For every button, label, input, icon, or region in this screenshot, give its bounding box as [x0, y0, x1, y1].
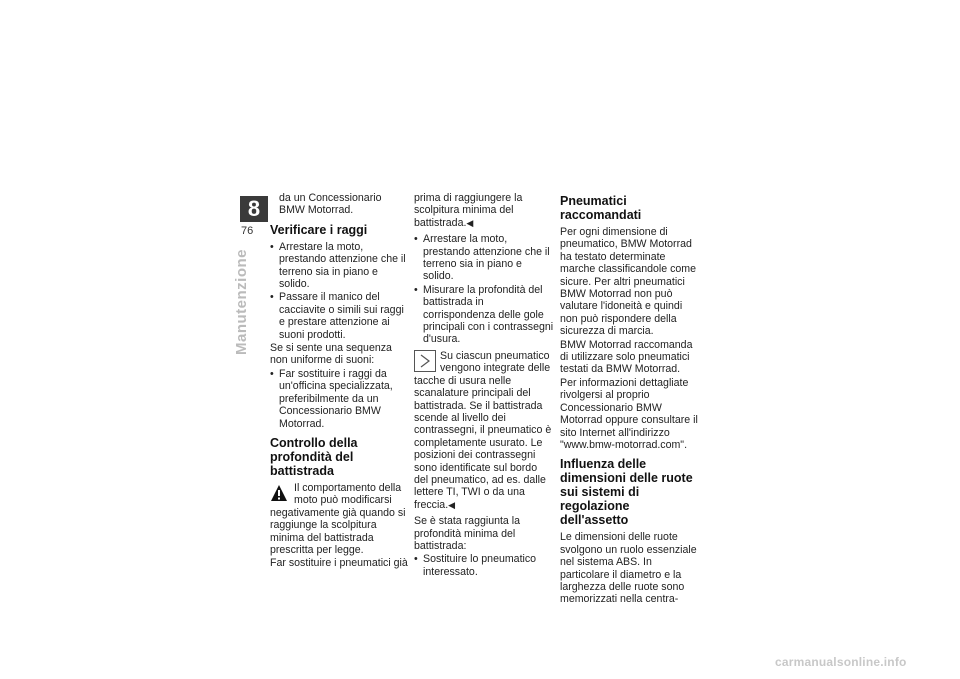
paragraph: BMW Motorrad raccomanda di utilizzare solo pneumatici testati da BMW Motorrad. [560, 338, 693, 376]
paragraph [414, 192, 554, 229]
paragraph: Se è stata raggiunta la profondità minima del battistrada: [414, 515, 521, 552]
heading-wheel-size: Influenza delle dimensioni delle ruote sui sistemi di regolazione dell'assetto [560, 457, 693, 528]
heading-recommended-tyres: Pneumatici raccomandati [560, 194, 642, 222]
heading-tread-depth: Controllo della profondità del battistrada [270, 435, 358, 478]
column-1 [270, 192, 410, 571]
paragraph: Le dimensioni delle ruote svolgono un ruolo essenziale nel sistema ABS. In particolare il diametro e la larghezza delle ruote sono memorizzati nella centra- [560, 531, 697, 606]
note-text [414, 350, 554, 511]
column-3 [560, 192, 700, 607]
spokes-fix-steps [270, 368, 410, 430]
end-mark-icon: ◀ [466, 217, 474, 228]
note-body: Su ciascun pneumatico vengono integrate delle tacche di usura nelle scanalature principali del battistrada. Se il battistrada scende al livello dei contrassegni, il pneumatico è completamente usurato. Le posizioni dei contrassegni sono identificate sul bordo del pneumatico, ad es. dalle lettere TI, TWI o da una freccia. [414, 349, 552, 511]
note-block [414, 350, 554, 511]
note-icon [414, 350, 436, 372]
warning-block [270, 482, 410, 556]
list-item: • Passare il manico del cacciavite o simili sui raggi e prestare attenzione ai suoni prodotti. [270, 291, 410, 341]
list-item: • Sostituire lo pneumatico interessato. [414, 553, 554, 578]
paragraph: Se si sente una sequenza non uniforme di suoni: [270, 342, 392, 367]
intro-text: da un Concessionario BMW Motorrad. [279, 192, 382, 217]
tread-fix-steps [414, 553, 554, 578]
warning-icon [270, 484, 288, 502]
page-number: 76 [241, 225, 254, 237]
list-item: • Far sostituire i raggi da un'officina specializzata, preferibilmente da un Concessionario BMW Motorrad. [270, 368, 410, 430]
paragraph-text: prima di raggiungere la scolpitura minima del battistrada. [414, 192, 523, 229]
column-2 [414, 192, 554, 579]
list-item: • Arrestare la moto, prestando attenzione che il terreno sia in piano e solido. [270, 241, 410, 291]
end-mark-icon: ◀ [448, 499, 456, 510]
footer-watermark: carmanualsonline.info [775, 655, 907, 669]
spokes-steps [270, 241, 410, 341]
paragraph: Per informazioni dettagliate rivolgersi al proprio Concessionario BMW Motorrad oppure consultare il sito Internet all'indirizzo "www.bmw-motorrad.com". [560, 376, 698, 451]
paragraph: Per ogni dimensione di pneumatico, BMW Motorrad ha testato determinate marche classificandole come sicure. Per altri pneumatici BMW Motorrad non può valutare l'idoneità e quindi non può rispondere della sicurezza di marcia. [560, 226, 697, 338]
list-item: • Arrestare la moto, prestando attenzione che il terreno sia in piano e solido. [414, 233, 554, 283]
tread-steps [414, 233, 554, 346]
chapter-number: 8 [247, 196, 261, 221]
warning-text: Il comportamento della moto può modificarsi negativamente già quando si raggiunge la scolpitura minima del battistrada prescritta per legge. [270, 481, 406, 556]
paragraph: Far sostituire i pneumatici già [270, 557, 408, 570]
list-item: • Misurare la profondità del battistrada in corrispondenza delle gole principali con i contrassegni d'usura. [414, 284, 554, 346]
heading-spokes: Verificare i raggi [270, 222, 368, 237]
section-label: Manutenzione [233, 249, 250, 355]
